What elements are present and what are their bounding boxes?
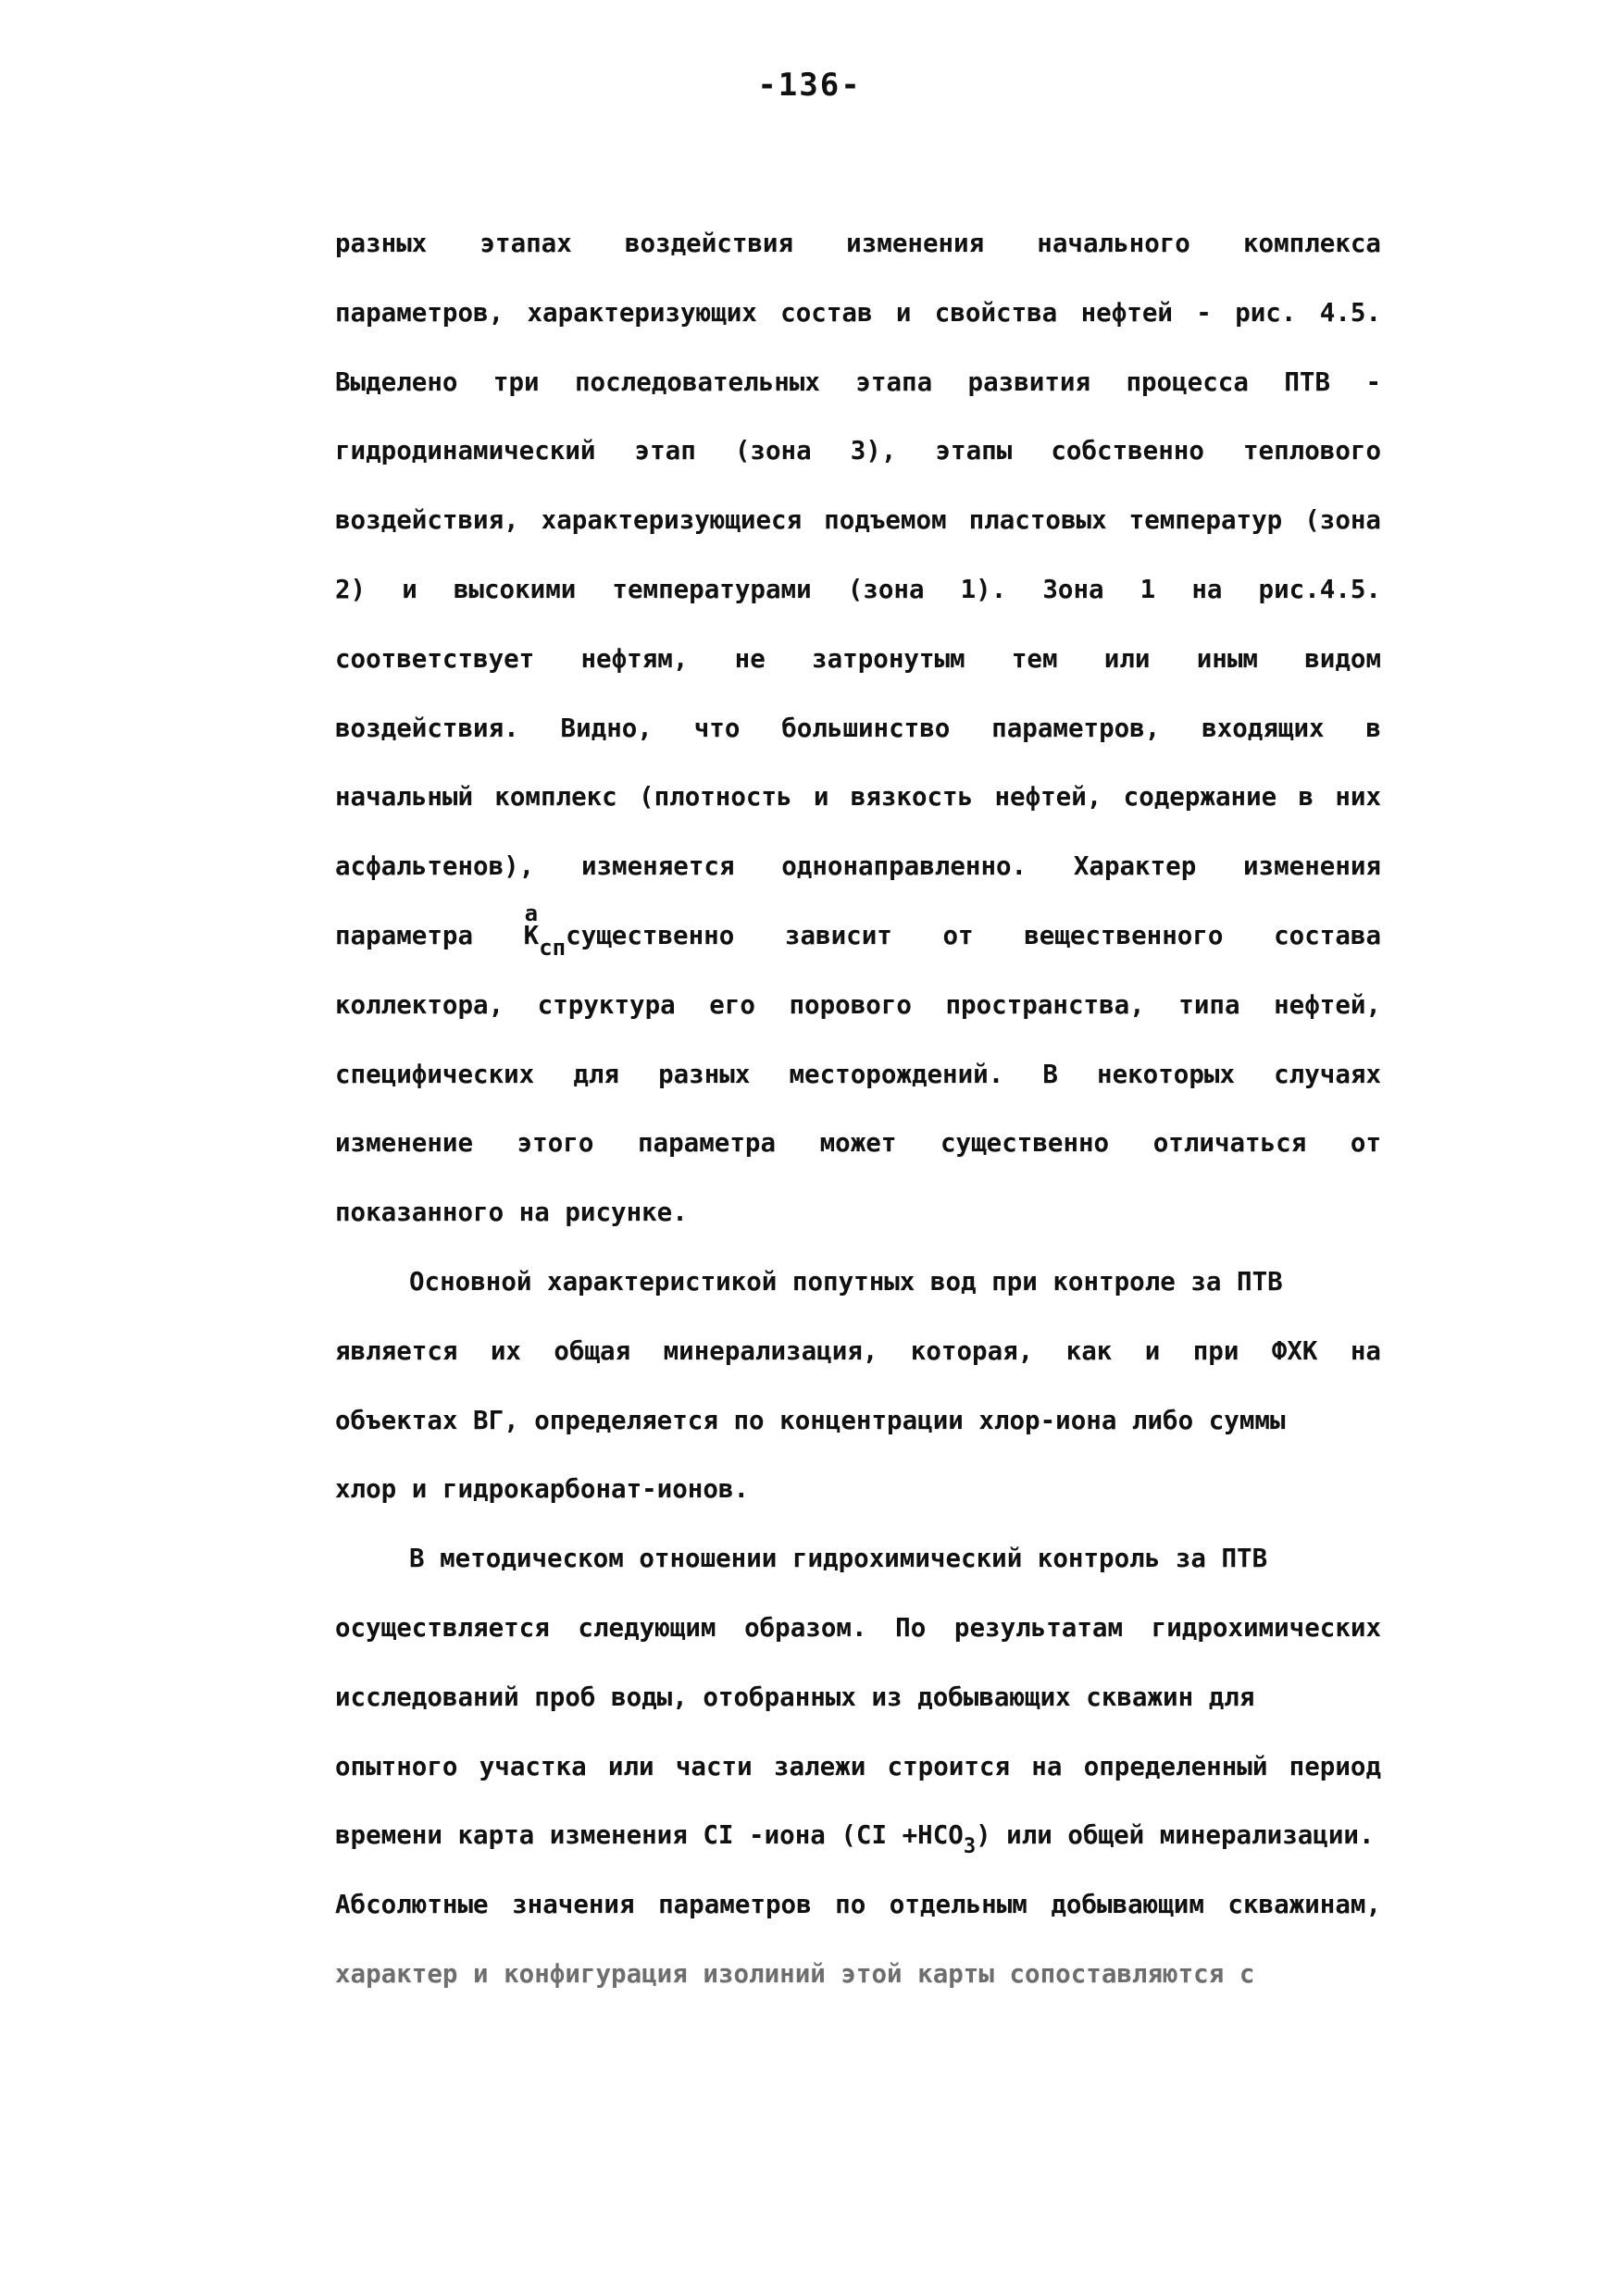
page-number: -136- bbox=[757, 67, 862, 104]
formula-k-a-sp bbox=[524, 901, 566, 972]
text-line: хлор и гидрокарбонат-ионов. bbox=[335, 1474, 750, 1505]
text-line: опытного участка или части залежи строится на определенный период bbox=[335, 1751, 1381, 1781]
text-line: разных этапах воздействия изменения начального комплекса bbox=[335, 229, 1381, 258]
formula-superscript: a bbox=[524, 900, 539, 926]
text-line-with-formula bbox=[335, 901, 1381, 971]
text-line: Выделено три последовательных этапа развития процесса ПТВ - bbox=[335, 366, 1381, 397]
text-line: гидродинамический этап (зона 3), этапы собственно теплового bbox=[335, 436, 1381, 466]
text-line: объектах ВГ, определяется по концентрации хлор-иона либо суммы bbox=[335, 1405, 1286, 1435]
formula-subscript: сп bbox=[539, 934, 567, 961]
text-fragment: существенно зависит от вещественного состава bbox=[566, 920, 1381, 950]
text-line: показанного на рисунке. bbox=[335, 1198, 688, 1228]
text-fragment: параметра bbox=[335, 920, 524, 950]
text-line: воздействия, характеризующиеся подъемом пластовых температур (зона bbox=[335, 505, 1381, 536]
text-line: коллектора, структура его порового пространства, типа нефтей, bbox=[335, 989, 1381, 1020]
text-line: является их общая минерализация, которая, как и при ФХК на bbox=[335, 1335, 1381, 1366]
text-line: 2) и высокими температурами (зона 1). Зона 1 на рис.4.5. bbox=[335, 574, 1381, 604]
text-line: Основной характеристикой попутных вод при контроле за ПТВ bbox=[409, 1266, 1283, 1297]
text-line: асфальтенов), изменяется однонаправленно. Характер изменения bbox=[335, 851, 1381, 882]
text-line: осуществляется следующим образом. По результатам гидрохимических bbox=[335, 1612, 1381, 1643]
text-line: Абсолютные значения параметров по отдельным добывающим скважинам, bbox=[335, 1890, 1381, 1920]
body-text bbox=[335, 209, 1381, 2009]
text-line: В методическом отношении гидрохимический контроль за ПТВ bbox=[409, 1544, 1268, 1574]
text-line: параметров, характеризующих состав и свойства нефтей - рис. 4.5. bbox=[335, 297, 1381, 328]
text-fragment: ) или общей минерализации. bbox=[976, 1820, 1375, 1851]
text-line: исследований проб воды, отобранных из добывающих скважин для bbox=[335, 1682, 1255, 1712]
formula-subscript: 3 bbox=[963, 1835, 977, 1859]
text-fragment: времени карта изменения CI -иона (CI +HCO bbox=[335, 1820, 964, 1851]
text-line: воздействия. Видно, что большинство параметров, входящих в bbox=[335, 713, 1381, 743]
text-line: начальный комплекс (плотность и вязкость нефтей, содержание в них bbox=[335, 782, 1381, 813]
text-line: характер и конфигурация изолиний этой карты сопоставляются с bbox=[335, 1958, 1255, 1989]
text-line: соответствует нефтям, не затронутым тем или иным видом bbox=[335, 643, 1381, 674]
text-line-with-formula bbox=[335, 1801, 1381, 1870]
text-line: изменение этого параметра может существенно отличаться от bbox=[335, 1128, 1381, 1159]
formula-symbol: K bbox=[523, 920, 540, 950]
text-line: специфических для разных месторождений. В некоторых случаях bbox=[335, 1059, 1381, 1089]
